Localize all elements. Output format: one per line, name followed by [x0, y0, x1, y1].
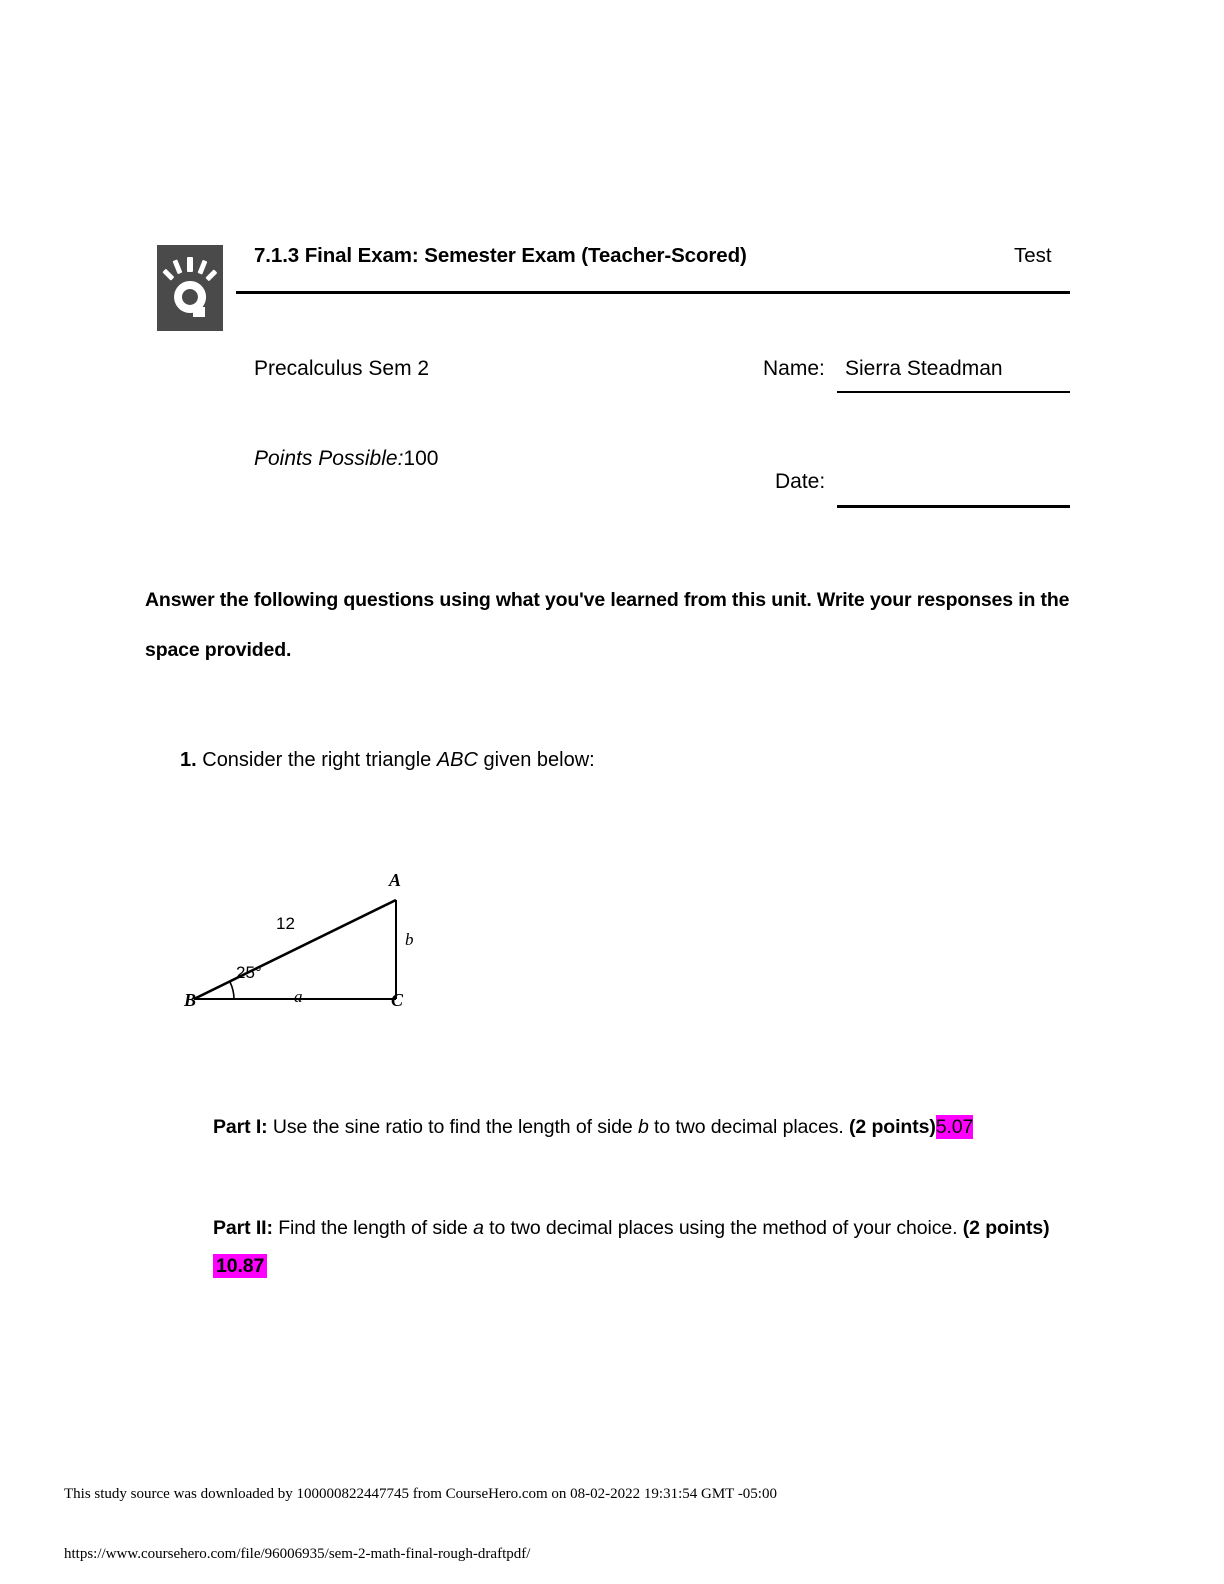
side-label-b: b	[405, 930, 414, 949]
name-label: Name:	[763, 357, 825, 380]
part-1-label: Part I:	[213, 1116, 268, 1138]
angle-measure-label: 25°	[236, 963, 262, 982]
part-1-variable: b	[637, 1116, 649, 1138]
part-1-text-2: to two decimal places.	[648, 1116, 849, 1138]
source-url[interactable]: https://www.coursehero.com/file/96006935/sem-2-math-final-rough-draftpdf/	[64, 1546, 531, 1562]
vertex-label-c: C	[391, 990, 404, 1010]
download-notice: This study source was downloaded by 100000822447745 from CourseHero.com on 08-02-2022 19:31:54 GMT -05:00	[64, 1486, 777, 1502]
triangle-name: ABC	[436, 749, 478, 771]
part-2-answer[interactable]: 10.87	[213, 1254, 267, 1278]
part-1-text: Use the sine ratio to find the length of side	[267, 1116, 638, 1138]
lightbulb-idea-icon	[157, 245, 223, 331]
vertex-label-b: B	[184, 990, 197, 1010]
course-name: Precalculus Sem 2	[254, 357, 430, 380]
question-prompt-part-1: Consider the right triangle	[196, 749, 437, 771]
instructions-paragraph: Answer the following questions using what you've learned from this unit. Write your responses in the space provided.	[145, 589, 1070, 661]
right-triangle-figure	[170, 862, 440, 1017]
part-2-label: Part II:	[213, 1217, 273, 1239]
part-2-variable: a	[473, 1217, 484, 1239]
part-2-text-2: to two decimal places using the method of your choice.	[483, 1217, 963, 1239]
points-possible	[254, 447, 438, 471]
hypotenuse-length-label: 12	[276, 914, 295, 933]
date-label: Date:	[775, 470, 826, 493]
document-kind-label: Test	[1014, 244, 1052, 267]
part-1-answer[interactable]: 5.07	[935, 1116, 974, 1138]
header-divider	[236, 291, 1070, 294]
points-possible-label: Points Possible:	[254, 447, 404, 470]
question-prompt-part-2: given below:	[477, 749, 595, 771]
date-underline	[837, 505, 1070, 508]
question-1-prompt	[180, 749, 595, 772]
part-2-points: (2 points)	[962, 1217, 1050, 1239]
question-1-part-2	[213, 1209, 1073, 1285]
name-underline	[837, 391, 1070, 393]
part-1-points: (2 points)	[848, 1116, 936, 1138]
question-number: 1.	[180, 749, 197, 771]
name-field[interactable]: Sierra Steadman	[845, 357, 1003, 380]
points-possible-value: 100	[403, 447, 439, 470]
question-1-part-1	[213, 1108, 1073, 1146]
page-title: 7.1.3 Final Exam: Semester Exam (Teacher-Scored)	[254, 244, 747, 267]
part-2-text: Find the length of side	[272, 1217, 474, 1239]
vertex-label-a: A	[389, 870, 402, 890]
side-label-a: a	[294, 987, 303, 1006]
